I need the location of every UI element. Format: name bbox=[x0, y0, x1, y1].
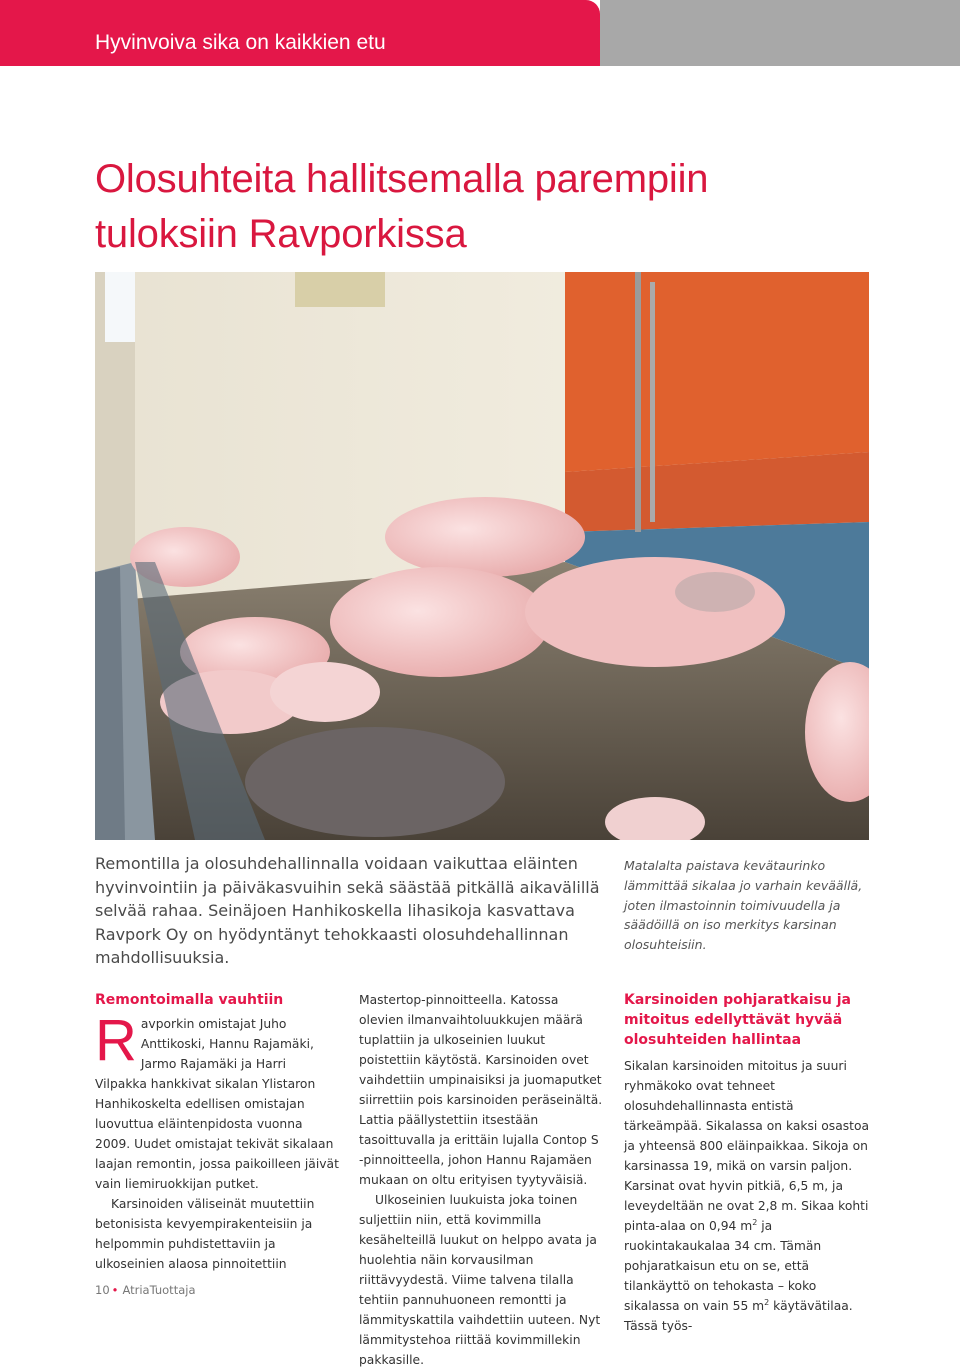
column-2 bbox=[359, 990, 603, 1370]
superscript-2: 2 bbox=[752, 1217, 758, 1227]
page-footer bbox=[95, 1283, 196, 1297]
header-grey-bar bbox=[600, 0, 960, 66]
column-3 bbox=[624, 990, 870, 1336]
section-header-title: Hyvinvoiva sika on kaikkien etu bbox=[95, 31, 386, 54]
article-lead: Remontilla ja olosuhdehallinnalla voidaan vaikuttaa eläinten hyvinvointiin ja päiväkasvuihin sekä säästää pitkällä aikavälillä selvää rahaa. Seinäjoen Hanhikoskella lihasikoja kasvattava Ravpork Oy on hyödyntänyt tehokkaasti olosuhdehallinnan mahdollisuuksia. bbox=[95, 854, 600, 967]
paragraph-3: Ulkoseinien luukuista joka toinen suljettiin niin, että kovimmilla kesähelteillä luukut on helppo avata ja huolehtia näin korvausilman riittävyydestä. Viime talvena tilalla tehtiin pannuhuoneen remontti ja lämmityskattila vaihdettiin uuteen. Nyt lämmitystehoa riittää kovimmillekin pakkasille. bbox=[359, 1193, 601, 1367]
paragraph-1 bbox=[95, 1008, 339, 1194]
drop-cap: R bbox=[95, 1008, 137, 1073]
page-number: 10 bbox=[95, 1283, 110, 1297]
pig-pen-photo bbox=[95, 272, 869, 840]
paragraph-2-part1: Karsinoiden väliseinät muutettiin betonisista kevyempirakenteisiin ja helpommin puhdistettaviin ja ulkoseinien alaosa pinnoitettiin bbox=[95, 1197, 315, 1271]
column-1 bbox=[95, 990, 339, 1274]
paragraph-1-text: avporkin omistajat Juho Anttikoski, Hannu Rajamäki, Jarmo Rajamäki ja Harri Vilpakka hankkivat sikalan Ylistaron Hanhikoskelta edellisen omistajan luovuttua eläintenpidosta vuonna 2009. Uudet omistajat tekivät sikalaan laajan remontin, jossa paikoilleen jäivät vain liemiruokkijan putket. bbox=[95, 1017, 339, 1191]
paragraph-4: Sikalan karsinoiden mitoitus ja suuri ryhmäkoko ovat tehneet olosuhdehallinnasta entistä tärkeämpää. Sikalassa on kaksi osastoa ja yhteensä 800 eläinpaikkaa. Sikoja on karsinassa 19, mikä on varsin paljon. Karsinat ovat hyvin pitkiä, 6,5 m, ja leveydeltään ne ovat 2,8 m. Sikaa kohti pinta-alaa on 0,94 $m^2$ ja ruokintakaukalaa 34 cm. Tämän pohjaratkaisun etu on se, että tilankäyttö on tehokasta – koko sikalassa on vain 55 $m^2$ käytävätilaa. Tässä työs- bbox=[624, 1059, 870, 1333]
photo-caption: Matalalta paistava kevätaurinko lämmittää sikalaa jo varhain keväällä, joten ilmastoinnin toimivuudella ja säädöillä on iso merkitys karsinan olosuhteisiin. bbox=[624, 858, 863, 953]
section-heading-remontoimalla: Remontoimalla vauhtiin bbox=[95, 992, 284, 1008]
bullet-icon: • bbox=[111, 1283, 119, 1297]
article-title-line1: Olosuhteita hallitsemalla parempiin bbox=[95, 157, 709, 201]
publication-name: AtriaTuottaja bbox=[122, 1283, 196, 1297]
article-title bbox=[95, 152, 708, 262]
paragraph-2-part2: Mastertop-pinnoitteella. Katossa olevien ilmanvaihtoluukkujen määrä tuplattiin ja ulkoseinien luukut poistettiin käytöstä. Karsinoiden ovet vaihdettiin umpinaisiksi ja juomaputket siirrettiin pois karsinoiden peräseinältä. Lattia päällystettiin itsestään tasoittuvalla ja erittäin lujalla Contop S -pinnoitteella, johon Hannu Rajamäen mukaan on oltu erityisen tyytyväisiä. bbox=[359, 993, 603, 1187]
section-heading-karsinoiden: Karsinoiden pohjaratkaisu ja mitoitus edellyttävät hyvää olosuhteiden hallintaa bbox=[624, 992, 851, 1048]
superscript-2b: 2 bbox=[764, 1297, 770, 1307]
article-title-line2: tuloksiin Ravporkissa bbox=[95, 212, 467, 256]
